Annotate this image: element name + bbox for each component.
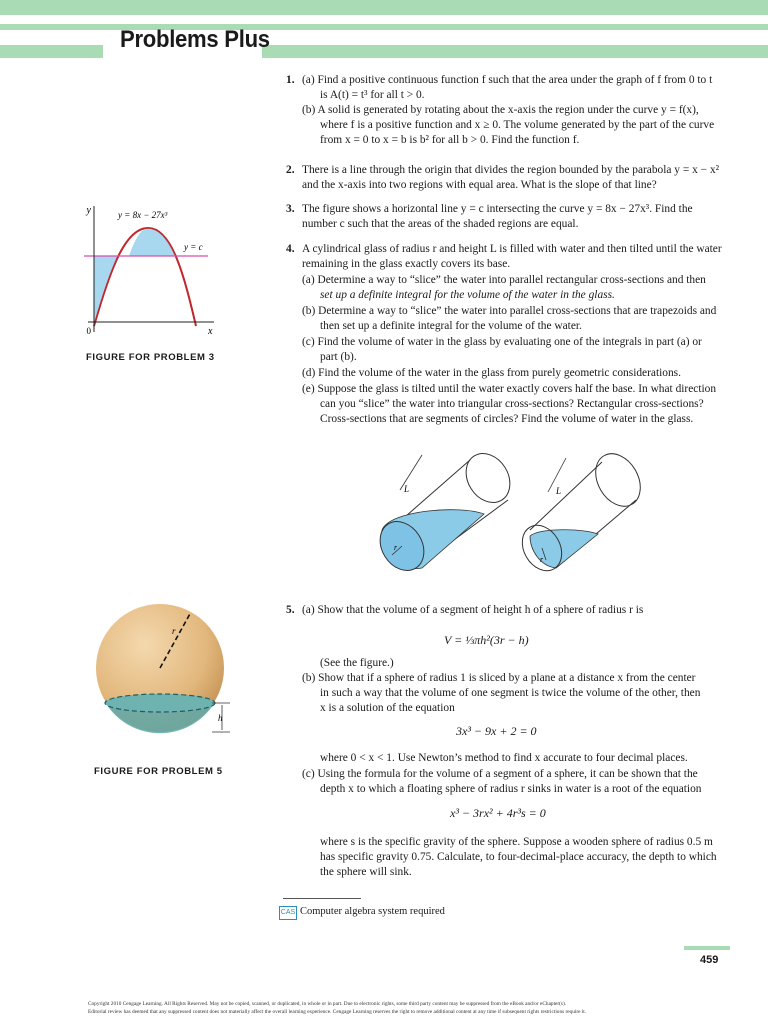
tilted-glass-1 (371, 450, 518, 579)
problem-text-line: then set up a definite integral for the volume of the water. (320, 320, 582, 332)
footnote-rule (283, 898, 361, 899)
figure-problem-4 (370, 450, 660, 580)
problem-text-line: (e) Suppose the glass is tilted until the water exactly covers half the base. In what direction (302, 383, 717, 395)
problem-text-line: x is a solution of the equation (320, 702, 455, 714)
problem-text-line: where 0 < x < 1. Use Newton’s method to find x accurate to four decimal places. (320, 752, 688, 764)
problem-text-line: (b) A solid is generated by rotating about the x-axis the region under the curve y = f(x), (302, 104, 699, 116)
problem-number: 1. (286, 74, 295, 86)
curve-label: y = 8x − 27x³ (118, 210, 168, 220)
problem-text-line: (d) Find the volume of the water in the glass from purely geometric considerations. (302, 367, 681, 379)
cas-badge: CAS (279, 906, 297, 920)
problem-text-line: number c such that the areas of the shaded regions are equal. (302, 218, 579, 230)
figure-caption-3: FIGURE FOR PROBLEM 3 (86, 352, 215, 363)
label-L: L (404, 484, 410, 494)
equation-cubic: 3x³ − 9x + 2 = 0 (456, 724, 537, 738)
problem-text-line: (a) Show that the volume of a segment of height h of a sphere of radius r is (302, 604, 644, 616)
label-L: L (556, 486, 562, 496)
page-number: 459 (700, 954, 719, 966)
problem-text-line: can you “slice” the water into triangular cross-sections? Rectangular cross-sections? (320, 398, 704, 410)
problem-text-line: Cross-sections that are segments of circles? Find the volume of water in the glass. (320, 413, 694, 425)
problem-text-line: A cylindrical glass of radius r and height L is filled with water and then tilted until the water (302, 243, 722, 255)
header-band-top (0, 0, 768, 15)
equation-floating-sphere: x³ − 3rx² + 4r³s = 0 (450, 806, 546, 820)
problem-text-line: and the x-axis into two regions with equal area. What is the slope of that line? (302, 179, 657, 191)
problem-text-line: in such a way that the volume of one segment is twice the volume of the other, then (320, 687, 701, 699)
label-r: r (394, 543, 398, 552)
problem-text-line: The figure shows a horizontal line y = c intersecting the curve y = 8x − 27x³. Find the (302, 203, 693, 215)
line-label: y = c (184, 242, 203, 252)
problem-text-line: where s is the specific gravity of the sphere. Suppose a wooden sphere of radius 0.5 m (320, 836, 713, 848)
problem-text-line: (a) Find a positive continuous function f such that the area under the graph of f from 0 to t (302, 74, 713, 86)
problem-text-line: where f is a positive function and x ≥ 0. The volume generated by the part of the curve (320, 119, 715, 131)
problem-text-line: from x = 0 to x = b is b² for all b > 0. Find the function f. (320, 134, 580, 146)
figure-problem-3 (80, 200, 220, 340)
problem-text-line: the sphere will sink. (320, 866, 412, 878)
problem-number: 4. (286, 243, 295, 255)
problem-text-line: (See the figure.) (320, 657, 394, 669)
problem-text-line: There is a line through the origin that divides the region bounded by the parabola y = x − x² (302, 164, 720, 176)
problem-text-line: (b) Show that if a sphere of radius 1 is sliced by a plane at a distance x from the center (302, 672, 696, 684)
problem-number: 3. (286, 203, 295, 215)
problem-text-line: (b) Determine a way to “slice” the water into parallel cross-sections that are trapezoids and (302, 305, 717, 317)
label-h: h (218, 713, 223, 723)
equation-segment-volume: V = ⅓πh²(3r − h) (444, 633, 529, 647)
figure-caption-5: FIGURE FOR PROBLEM 5 (94, 766, 223, 777)
problem-number: 2. (286, 164, 295, 176)
tilted-glass-2 (514, 450, 649, 578)
problem-number: 5. (286, 604, 295, 616)
label-r: r (172, 626, 176, 636)
origin-label: 0 (86, 326, 91, 336)
problem-text-line: has specific gravity 0.75. Calculate, to four-decimal-place accuracy, the depth to which (320, 851, 717, 863)
problem-text-line: depth x to which a floating sphere of radius r sinks in water is a root of the equation (320, 783, 702, 795)
label-r: r (540, 555, 544, 564)
cutting-plane (105, 694, 215, 712)
copyright-line: Editorial review has deemed that any suppressed content does not materially affect the overall learning experience. Cengage Learning reserves the right to remove additional content at any time if subsequent rights restrictions require it. (88, 1008, 587, 1015)
problem-text-line: (a) Determine a way to “slice” the water into parallel rectangular cross-sections and then (302, 274, 706, 286)
problem-text-line: (c) Using the formula for the volume of a segment of a sphere, it can be shown that the (302, 768, 698, 780)
page-title: Problems Plus (120, 26, 270, 53)
problem-text-line: is A(t) = t³ for all t > 0. (320, 89, 425, 101)
copyright-notice (88, 1001, 688, 1016)
header-band-right (262, 45, 768, 58)
cas-footnote: Computer algebra system required (300, 906, 445, 917)
problem-text-line: set up a definite integral for the volume of the water in the glass. (320, 289, 615, 301)
x-axis-label: x (208, 326, 213, 337)
copyright-line: Copyright 2010 Cengage Learning. All Rights Reserved. May not be copied, scanned, or duplicated, in whole or in part. Due to electronic rights, some third party content may be suppressed from the eBook and/or eChapter(s). (88, 1001, 567, 1007)
problem-text-line: (c) Find the volume of water in the glass by evaluating one of the integrals in part (a) or (302, 336, 702, 348)
y-axis-label: y (86, 205, 91, 216)
problem-text-line: part (b). (320, 351, 357, 363)
header-band-left (0, 45, 103, 58)
header-band-middle (0, 24, 768, 30)
problem-text-line: remaining in the glass exactly covers its base. (302, 258, 511, 270)
figure-problem-5 (88, 600, 238, 750)
page-number-rule (684, 946, 730, 950)
